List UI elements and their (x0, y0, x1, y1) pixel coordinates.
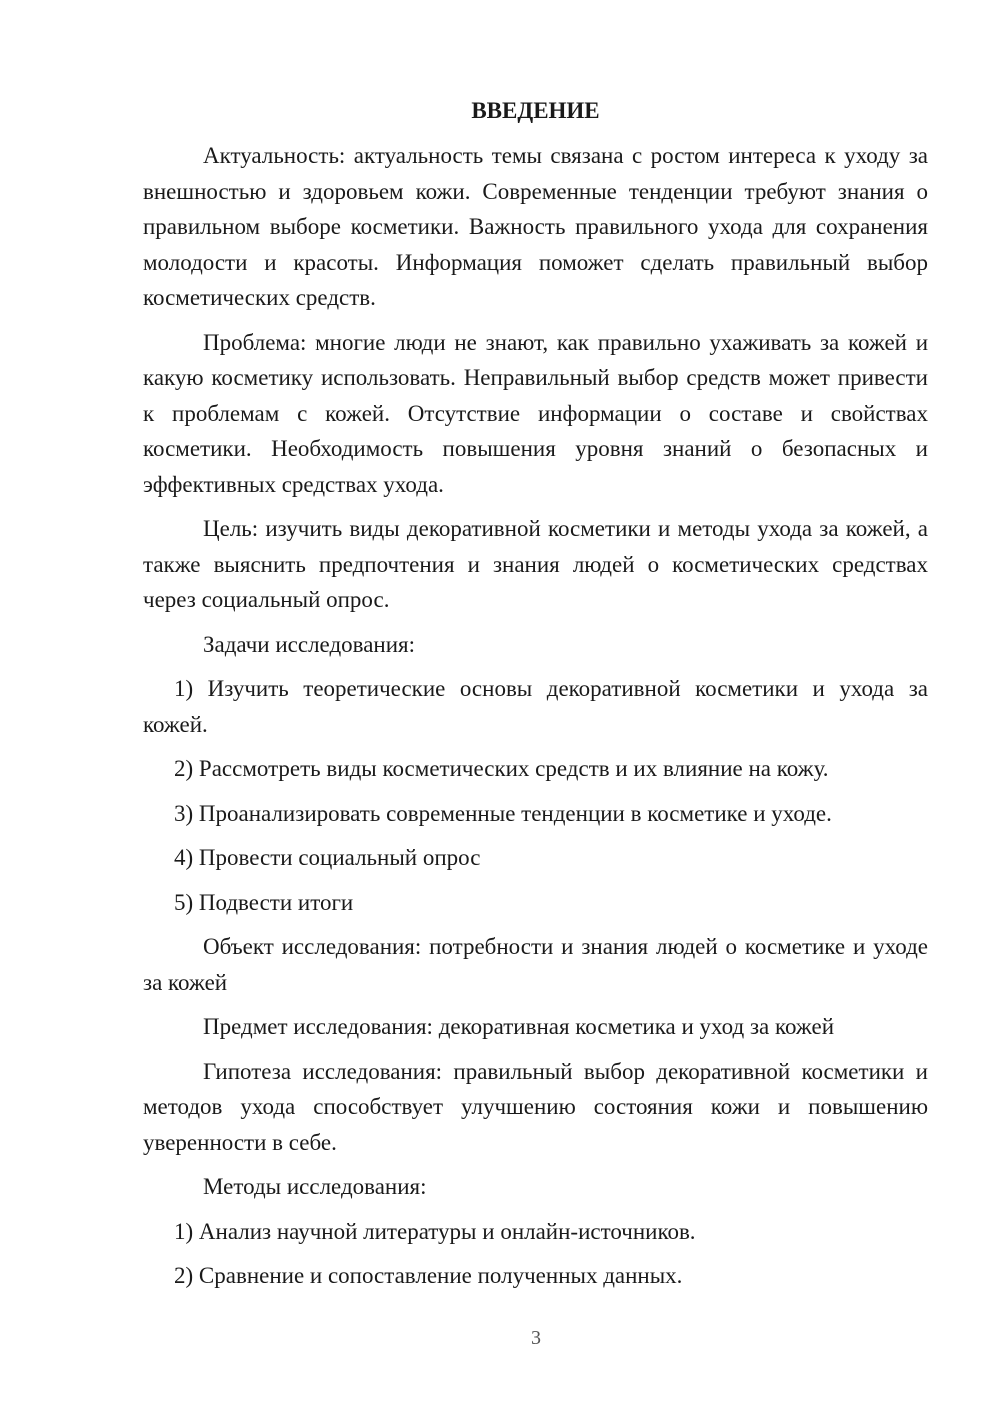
document-page (143, 93, 928, 1303)
object-paragraph: Объект исследования: потребности и знания людей о косметике и уходе за кожей (143, 934, 928, 995)
problem-paragraph: Проблема: многие люди не знают, как правильно ухаживать за кожей и какую косметику использовать. Неправильный выбор средств может привести к проблемам с кожей. Отсутствие информации о составе и свойствах косметики. Необходимость повышения уровня знаний о безопасных и эффективных средствах ухода. (143, 329, 928, 497)
hypothesis-paragraph: Гипотеза исследования: правильный выбор декоративной косметики и методов ухода способствует улучшению состояния кожи и повышению уверенности в себе. (143, 1058, 928, 1155)
page-number: 3 (531, 1327, 541, 1349)
task-item-1: 1) Изучить теоретические основы декоративной косметики и ухода за кожей. (143, 676, 928, 737)
task-item-4: 4) Провести социальный опрос (174, 845, 481, 870)
tasks-heading: Задачи исследования: (203, 631, 416, 657)
relevance-paragraph: Актуальность: актуальность темы связана с ростом интереса к уходу за внешностью и здоровьем кожи. Современные тенденции требуют знания о правильном выборе косметики. Важность правильного ухода для сохранения молодости и красоты. Информация поможет сделать правильный выбор косметических средств. (143, 143, 928, 310)
method-item-1: 1) Анализ научной литературы и онлайн-источников. (174, 1218, 696, 1244)
task-item-3: 3) Проанализировать современные тенденции в косметике и уходе. (174, 800, 832, 826)
method-item-2: 2) Сравнение и сопоставление полученных данных. (174, 1263, 683, 1288)
methods-heading: Методы исследования: (203, 1174, 427, 1199)
page-title: ВВЕДЕНИЕ (471, 98, 600, 123)
task-item-5: 5) Подвести итоги (174, 889, 354, 915)
task-item-2: 2) Рассмотреть виды косметических средств и их влияние на кожу. (174, 756, 829, 781)
goal-paragraph: Цель: изучить виды декоративной косметики и методы ухода за кожей, а также выяснить предпочтения и знания людей о косметических средствах через социальный опрос. (143, 516, 928, 612)
subject-paragraph: Предмет исследования: декоративная косметика и уход за кожей (203, 1014, 835, 1039)
